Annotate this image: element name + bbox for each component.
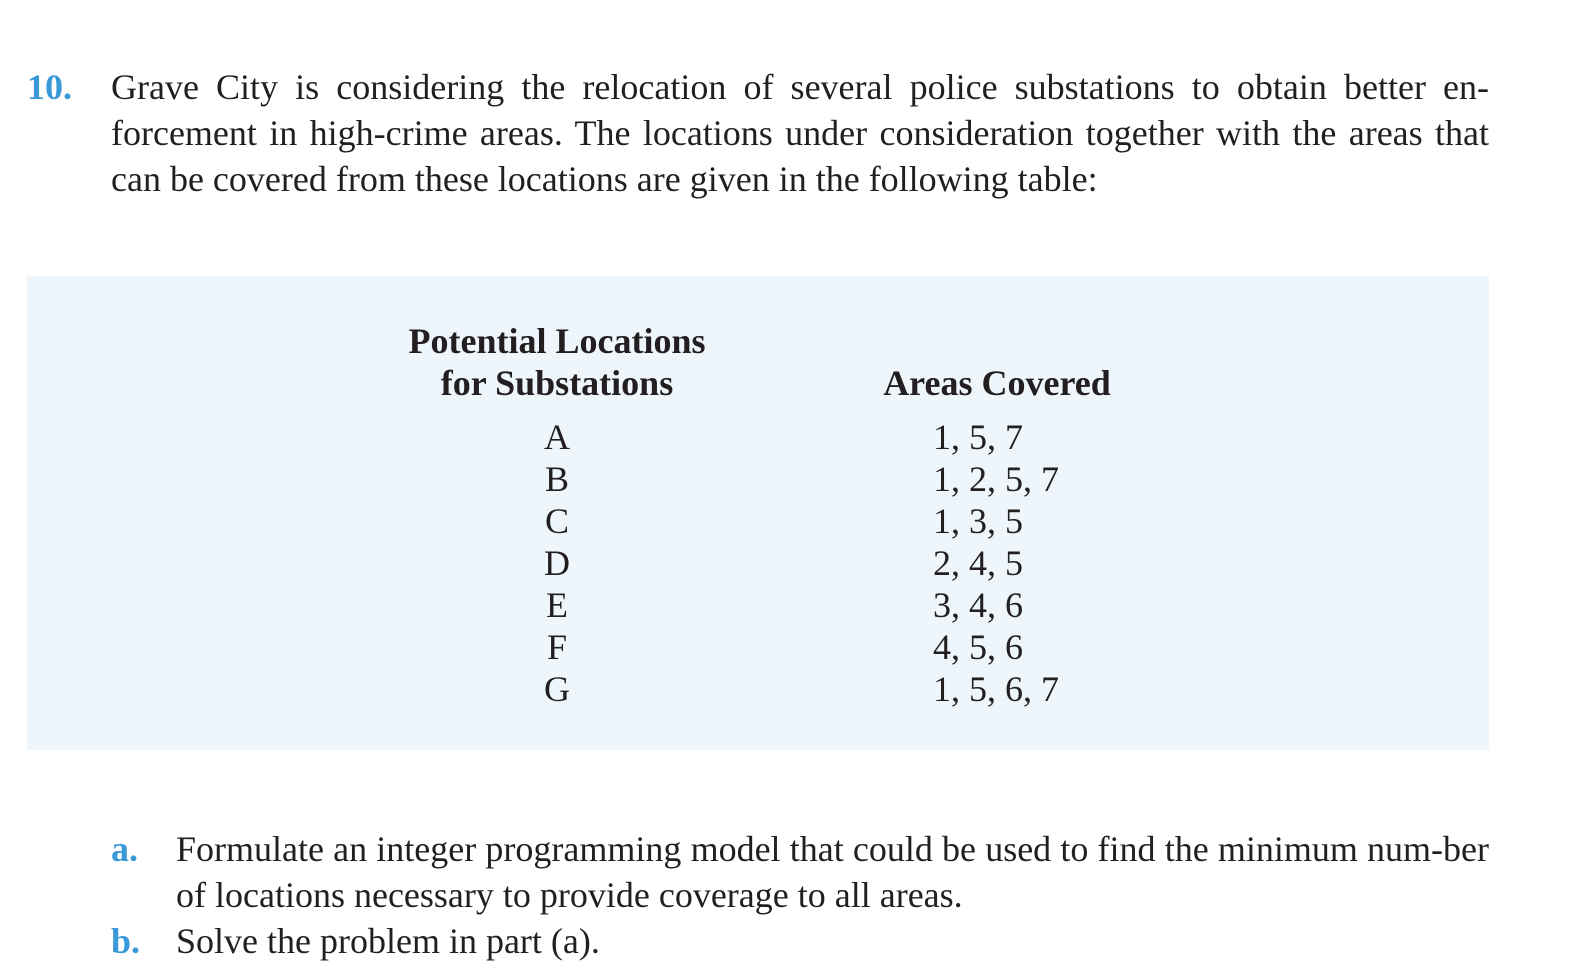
areas-cell: 3, 4, 6 (933, 585, 1023, 625)
locations-table (27, 276, 1489, 750)
location-cell: F (546, 627, 568, 667)
subpart-letter: a. (111, 829, 138, 869)
areas-cell: 2, 4, 5 (933, 543, 1023, 583)
header-potential-locations (357, 320, 757, 404)
subpart-b (111, 918, 1489, 964)
subpart-a (111, 826, 1489, 918)
locations-column (457, 416, 657, 710)
subpart-text: Formulate an integer programming model that could be used to find the minimum num-ber of locations necessary to provide coverage to all areas. (176, 829, 1489, 915)
problem-statement: Grave City is considering the relocation of several police substations to obtain better en-forcement in high-crime areas. The locations under consideration together with the areas that can be covered from these locations are given in the following table: (111, 67, 1489, 199)
areas-column (933, 416, 1193, 710)
location-cell: A (544, 417, 570, 457)
location-cell: C (544, 501, 569, 541)
header-line-2: for Substations (440, 363, 674, 403)
subparts-list (111, 826, 1489, 964)
areas-cell: 1, 2, 5, 7 (933, 459, 1059, 499)
subpart-text: Solve the problem in part (a). (176, 921, 600, 961)
areas-cell: 1, 3, 5 (933, 501, 1023, 541)
areas-cell: 1, 5, 7 (933, 417, 1023, 457)
areas-cell: 1, 5, 6, 7 (933, 669, 1059, 709)
location-cell: D (544, 543, 570, 583)
subpart-letter: b. (111, 921, 141, 961)
problem-number: 10. (27, 67, 72, 107)
location-cell: B (544, 459, 569, 499)
location-cell: E (546, 585, 568, 625)
areas-cell: 4, 5, 6 (933, 627, 1023, 667)
header-areas-covered: Areas Covered (883, 363, 1111, 403)
header-line-1: Potential Locations (408, 321, 706, 361)
location-cell: G (544, 669, 570, 709)
